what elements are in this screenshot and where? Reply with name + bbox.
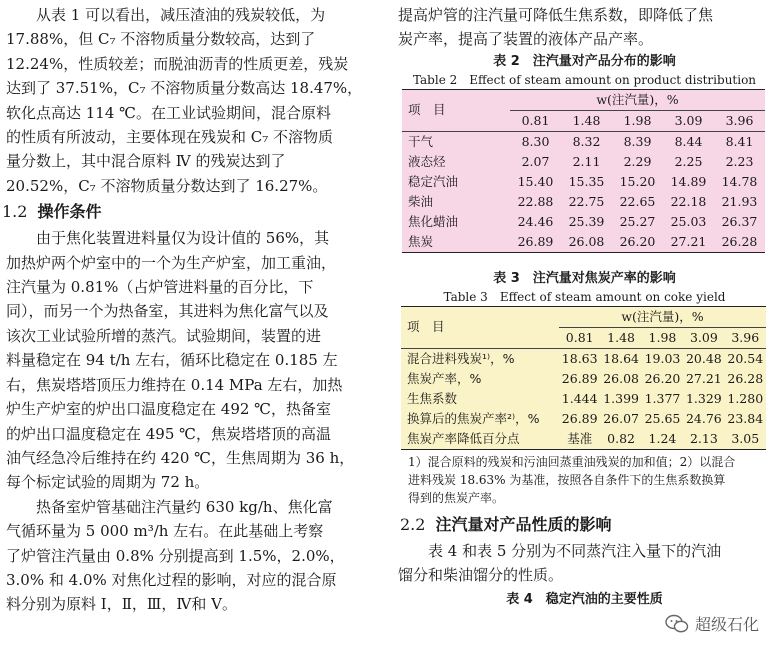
row-label: 混合进料残炭¹⁾，% — [407, 350, 515, 366]
text-line: 提高炉管的注汽量可降低生焦系数，即降低了焦 — [398, 6, 714, 24]
table-cell: 26.08 — [603, 370, 639, 386]
text-line: 12.24%，性质较差；而脱油沥青的性质更差，残炭 — [6, 54, 349, 73]
column-header: 1.48 — [561, 110, 612, 131]
row-label: 焦炭产率，% — [407, 370, 482, 386]
text-line: 气循环量为 5 000 m³/h 左右。在此基础上考察 — [6, 522, 324, 541]
table-cell: 2.29 — [623, 153, 652, 169]
text-line: 17.88%，但 C₇ 不溶物质量分数较高，达到了 — [6, 30, 316, 49]
column-group-header: w(注汽量)，% — [559, 306, 766, 327]
table-cell: 25.39 — [568, 213, 605, 229]
paragraph-2 — [0, 226, 392, 494]
text-line: 注汽量为 0.81%（占炉管进料量的百分比，下 — [6, 278, 314, 297]
table-cell: 2.13 — [689, 430, 718, 446]
table-3 — [401, 306, 766, 450]
table-cell: 8.44 — [674, 133, 703, 149]
table-row — [402, 212, 765, 232]
table-cell: 14.89 — [670, 173, 707, 189]
table-cell: 1.377 — [644, 390, 681, 406]
row-label: 焦炭产率降低百分点 — [407, 430, 520, 446]
row-label: 换算后的焦炭产率²⁾，% — [407, 410, 540, 426]
row-label: 液态烃 — [408, 153, 446, 169]
table-cell: 1.399 — [603, 390, 639, 406]
table-cell: 18.63 — [561, 350, 598, 366]
text-line: 每个标定试验的周期为 72 h。 — [6, 473, 210, 492]
table-cell: 23.84 — [727, 410, 764, 426]
table-2 — [402, 89, 765, 253]
table2-caption-en: Table 2 Effect of steam amount on product distribution — [412, 72, 757, 87]
right-column — [398, 0, 771, 609]
text-line: 油气经急冷后维持在约 420 ℃，生焦周期为 36 h， — [6, 448, 355, 467]
footnote-line: 进料残炭 18.63% 为基准，按照各自条件下的生焦系数换算 — [408, 472, 726, 487]
row-label: 稳定汽油 — [408, 173, 459, 189]
text-line: 的炉出口温度稳定在 495 ℃，焦炭塔塔顶的高温 — [6, 424, 331, 443]
text-line: 馏分和柴油馏分的性质。 — [398, 566, 564, 585]
text-line: 表 4 和表 5 分别为不同蒸汽注入量下的汽油 — [428, 541, 722, 560]
table-cell: 8.30 — [521, 133, 550, 149]
section-title: 操作条件 — [37, 202, 102, 222]
table-cell: 22.88 — [517, 193, 554, 209]
table-cell: 26.20 — [644, 370, 681, 386]
row-header-cell: 项 目 — [402, 89, 510, 131]
table-cell: 24.76 — [685, 410, 722, 426]
table-cell: 27.21 — [685, 370, 722, 386]
table-cell: 21.93 — [721, 193, 758, 209]
table-cell: 8.32 — [572, 133, 601, 149]
table-cell: 22.65 — [619, 193, 656, 209]
table-header-row — [402, 89, 765, 110]
text-line: 炉生产炉室的炉出口温度稳定在 492 ℃，热备室 — [6, 400, 331, 419]
table-cell: 26.37 — [721, 213, 758, 229]
table-cell: 3.05 — [731, 430, 760, 446]
table-cell: 2.07 — [521, 153, 550, 169]
table-cell: 8.41 — [725, 133, 754, 149]
table-cell: 22.75 — [568, 193, 605, 209]
table3-caption-cn: 表 3 注汽量对焦炭产率的影响 — [493, 270, 676, 286]
text-line: 料量稳定在 94 t/h 左右，循环比稳定在 0.185 左 — [6, 351, 338, 370]
section-heading-2-2 — [400, 513, 771, 537]
table-cell: 1.329 — [685, 390, 722, 406]
text-line: 该次工业试验所增的蒸汽。试验期间，装置的进 — [6, 326, 322, 345]
table-cell: 26.20 — [619, 233, 656, 249]
text-line: 加热炉两个炉室中的一个为生产炉室，加工重油， — [6, 253, 337, 272]
table-row — [401, 369, 766, 389]
table-row — [401, 389, 766, 409]
column-header: 3.09 — [683, 327, 724, 348]
table-cell: 15.35 — [568, 173, 605, 189]
paragraph-bottom-right — [398, 539, 771, 588]
table-cell: 25.27 — [619, 213, 656, 229]
table-cell: 26.28 — [727, 370, 764, 386]
row-label: 焦炭 — [408, 233, 434, 249]
table-cell: 15.40 — [517, 173, 554, 189]
table3-caption-en: Table 3 Effect of steam amount on coke yield — [443, 289, 726, 304]
section-title: 注汽量对产品性质的影响 — [435, 514, 612, 534]
column-header: 3.09 — [663, 110, 714, 131]
column-header: 1.48 — [600, 327, 641, 348]
text-line: 右，焦炭塔塔顶压力维持在 0.14 MPa 左右，加热 — [6, 375, 343, 394]
table-cell: 20.54 — [727, 350, 764, 366]
text-line: 达到了 37.51%，C₇ 不溶物质量分数高达 18.47%， — [6, 79, 363, 98]
table-row — [401, 348, 766, 369]
row-header-cell: 项 目 — [401, 306, 559, 348]
wechat-icon — [665, 614, 689, 634]
paragraph-1 — [0, 3, 392, 198]
section-number: 1.2 — [2, 202, 28, 222]
table-row — [402, 232, 765, 253]
column-header: 0.81 — [559, 327, 600, 348]
table-cell: 26.28 — [721, 233, 758, 249]
paragraph-3 — [0, 495, 392, 617]
table2-caption-cn: 表 2 注汽量对产品分布的影响 — [493, 53, 676, 69]
table-row — [402, 152, 765, 172]
table-cell: 2.23 — [725, 153, 754, 169]
text-line: 同），而另一个为热备室，其进料为焦化富气以及 — [6, 302, 329, 321]
text-line: 热备室炉管基础注汽量约 630 kg/h、焦化富 — [36, 497, 333, 516]
table-cell: 14.78 — [721, 173, 758, 189]
footnote-line: 得到的焦炭产率。 — [408, 490, 505, 505]
column-header: 3.96 — [725, 327, 766, 348]
table4-caption: 表 4 稳定汽油的主要性质 — [506, 591, 663, 607]
column-group-header: w(注汽量)，% — [510, 89, 765, 110]
table3-footnote — [408, 453, 771, 507]
footnote-line: 1）混合原料的残炭和污油回蒸重油残炭的加和值；2）以混合 — [408, 454, 736, 469]
text-line: 20.52%，C₇ 不溶物质量分数达到了 16.27%。 — [6, 176, 328, 195]
row-label: 干气 — [408, 133, 434, 149]
left-column — [0, 0, 392, 617]
text-line: 从表 1 可以看出，减压渣油的残炭较低，为 — [36, 6, 326, 24]
table-cell: 1.444 — [561, 390, 598, 406]
table-cell: 2.11 — [572, 153, 601, 169]
table-cell: 26.89 — [561, 370, 598, 386]
table-row — [402, 172, 765, 192]
row-label: 生焦系数 — [407, 390, 458, 406]
text-line: 3.0% 和 4.0% 对焦化过程的影响，对应的混合原 — [6, 570, 337, 589]
watermark-text: 超级石化 — [694, 615, 759, 634]
table-cell: 22.18 — [670, 193, 707, 209]
text-line: 了炉管注汽量由 0.8% 分别提高到 1.5%，2.0%， — [6, 546, 345, 565]
column-header: 0.81 — [510, 110, 561, 131]
section-heading-1-2 — [2, 200, 392, 224]
text-line: 的性质有所波动，主要体现在残炭和 C₇ 不溶物质 — [6, 128, 334, 147]
paragraph-top-right — [398, 3, 771, 52]
table-cell: 0.82 — [607, 430, 635, 446]
table-header-row — [401, 306, 766, 327]
section-number: 2.2 — [400, 514, 426, 534]
table-cell: 1.24 — [648, 430, 677, 446]
table-cell: 8.39 — [623, 133, 652, 149]
text-line: 炭产率，提高了装置的液体产品产率。 — [398, 30, 654, 49]
table-row — [402, 192, 765, 212]
table-cell: 1.280 — [727, 390, 764, 406]
text-line: 量分数上，其中混合原料 Ⅳ 的残炭达到了 — [6, 152, 286, 171]
table-cell: 18.64 — [603, 350, 639, 366]
table-cell: 19.03 — [644, 350, 681, 366]
table-cell: 24.46 — [517, 213, 554, 229]
text-line: 软化点高达 114 ℃。在工业试验期间，混合原料 — [6, 103, 331, 122]
column-header: 1.98 — [612, 110, 663, 131]
table-row — [401, 409, 766, 429]
table-cell: 15.20 — [619, 173, 656, 189]
table-cell: 25.03 — [670, 213, 707, 229]
table-cell: 26.07 — [603, 410, 639, 426]
table-cell: 26.89 — [561, 410, 598, 426]
row-label: 柴油 — [408, 193, 434, 209]
text-line: 由于焦化装置进料量仅为设计值的 56%，其 — [36, 229, 330, 248]
table-cell: 26.89 — [517, 233, 554, 249]
column-header: 3.96 — [714, 110, 765, 131]
table-cell: 25.65 — [644, 410, 681, 426]
row-label: 焦化蜡油 — [408, 213, 459, 229]
table-cell: 2.25 — [674, 153, 703, 169]
watermark — [665, 612, 759, 635]
table-row — [402, 131, 765, 152]
table-cell: 20.48 — [685, 350, 722, 366]
table-cell: 27.21 — [670, 233, 707, 249]
table-cell: 基准 — [567, 430, 593, 446]
table-cell: 26.08 — [568, 233, 605, 249]
text-line: 料分别为原料 Ⅰ，Ⅱ，Ⅲ，Ⅳ和 Ⅴ。 — [6, 595, 237, 614]
column-header: 1.98 — [642, 327, 683, 348]
table-row — [401, 429, 766, 450]
